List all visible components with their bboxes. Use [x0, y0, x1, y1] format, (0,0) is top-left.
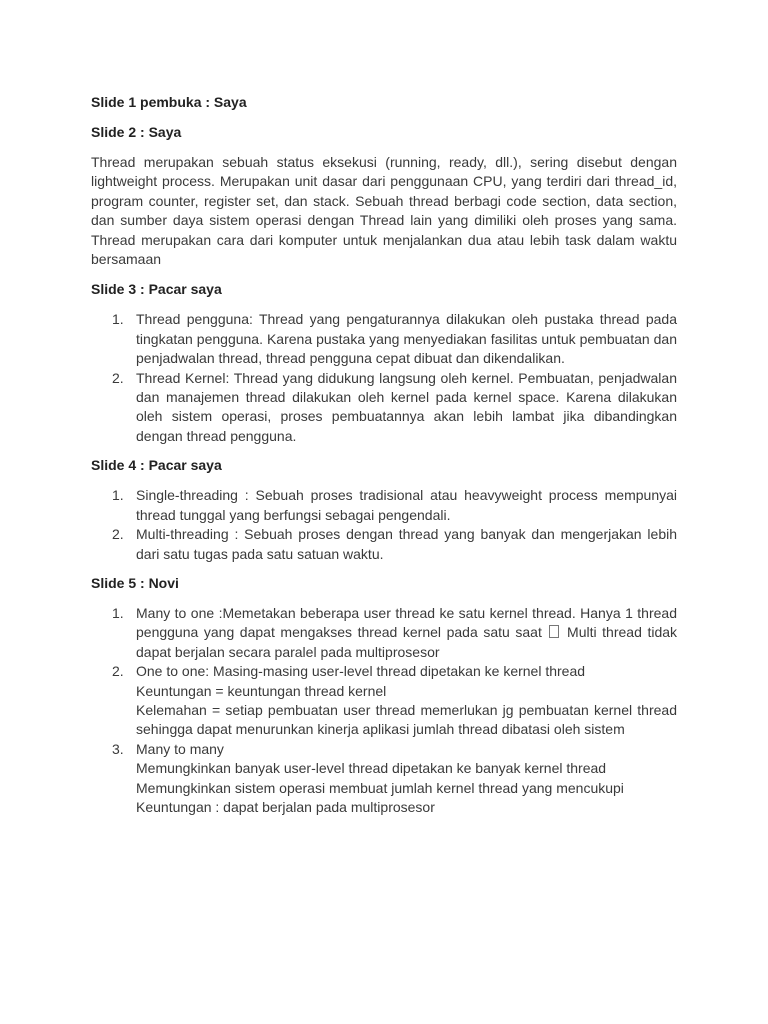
list-item	[91, 486, 677, 525]
slide-1-heading: Slide 1 pembuka : Saya	[91, 94, 247, 110]
slide-2-heading: Slide 2 : Saya	[91, 124, 182, 140]
list-item-line: Memungkinkan sistem operasi membuat jumlah kernel thread yang mencukupi	[136, 779, 624, 796]
slide-4-list	[91, 486, 677, 564]
slide-2-paragraph: Thread merupakan sebuah status eksekusi (running, ready, dll.), sering disebut dengan lightweight process. Merupakan unit dasar dari penggunaan CPU, yang terdiri dari thread_id, program counter, register set, dan stack. Sebuah thread berbagi code section, data section, dan sumber daya sistem operasi dengan Thread lain yang dimiliki oleh proses yang sama. Thread merupakan cara dari komputer untuk menjalankan dua atau lebih task dalam waktu bersamaan	[91, 154, 677, 268]
list-item	[91, 369, 677, 447]
slide-3-list	[91, 310, 677, 446]
list-number: 2.	[112, 526, 124, 543]
list-item-text: Single-threading : Sebuah proses tradisional atau heavyweight process mempunyai thread tunggal yang berfungsi sebagai pengendali.	[136, 487, 677, 523]
list-item	[91, 525, 677, 564]
list-item-line: Many to many	[136, 740, 224, 757]
list-item-line: Keuntungan : dapat berjalan pada multiprosesor	[136, 798, 435, 815]
list-item-text: Multi-threading : Sebuah proses dengan thread yang banyak dan mengerjakan lebih dari satu tugas pada satu satuan waktu.	[136, 526, 677, 562]
list-item-line: Kelemahan = setiap pembuatan user thread memerlukan jg pembuatan kernel thread sehingga dapat menurunkan kinerja aplikasi jumlah thread dibatasi oleh sistem	[136, 701, 677, 738]
list-number: 1.	[112, 487, 124, 504]
list-item	[91, 604, 677, 662]
list-item-line: One to one: Masing-masing user-level thread dipetakan ke kernel thread	[136, 663, 586, 680]
list-number: 1.	[112, 604, 124, 621]
list-number: 2.	[112, 369, 124, 386]
list-item-line: Keuntungan = keuntungan thread kernel	[136, 682, 387, 699]
list-item	[91, 310, 677, 368]
document-page	[91, 93, 677, 827]
list-number: 3.	[112, 740, 124, 757]
list-item-text: Thread pengguna: Thread yang pengaturannya dilakukan oleh pustaka thread pada tingkatan pengguna. Karena pustaka yang menyediakan fasilitas untuk pembuatan dan penjadwalan thread, thread pengguna cepat dibuat dan dikendalikan.	[136, 311, 677, 367]
missing-glyph-icon	[549, 625, 559, 638]
slide-5-list	[91, 604, 677, 817]
list-item-line: Memungkinkan banyak user-level thread dipetakan ke banyak kernel thread	[136, 760, 607, 777]
list-number: 1.	[112, 311, 124, 328]
list-item-text: Thread Kernel: Thread yang didukung langsung oleh kernel. Pembuatan, penjadwalan dan manajemen thread dilakukan oleh kernel pada kernel space. Karena dilakukan oleh sistem operasi, proses pembuatannya akan lebih lambat jika dibandingkan dengan thread pengguna.	[136, 369, 677, 444]
list-item	[91, 662, 677, 740]
slide-5-heading: Slide 5 : Novi	[91, 574, 179, 591]
slide-4-heading: Slide 4 : Pacar saya	[91, 457, 222, 474]
list-item-text: Multi thread tidak dapat berjalan secara paralel pada multiprosesor	[136, 624, 678, 660]
list-item	[91, 740, 677, 818]
list-item-text: Many to one :Memetakan beberapa user thread ke satu kernel thread. Hanya 1 thread pengguna yang dapat mengakses thread kernel pada satu saat	[136, 604, 677, 641]
slide-3-heading: Slide 3 : Pacar saya	[91, 281, 222, 298]
list-number: 2.	[112, 663, 124, 680]
